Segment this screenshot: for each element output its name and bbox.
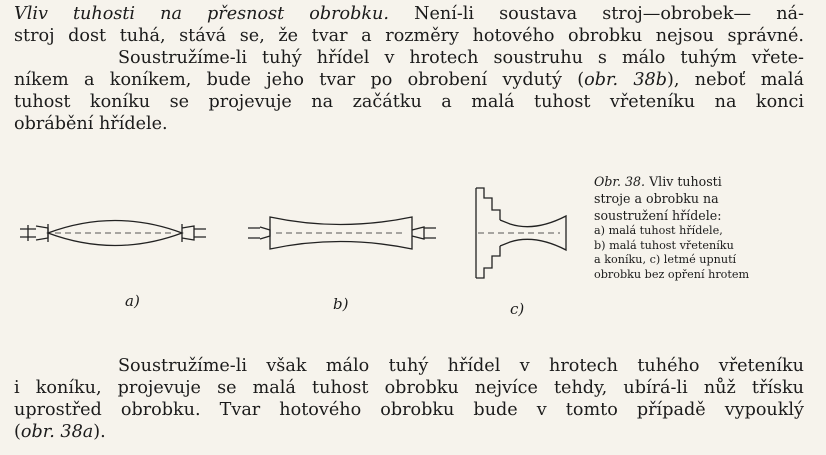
figure-label-c: c) (510, 300, 525, 318)
caption-title-2: stroje a obrobku na (594, 191, 719, 206)
caption-title (594, 173, 794, 190)
caption-item: obrobku bez opření hrotem (594, 267, 750, 281)
section-heading: Vliv tuhosti na přesnost obrobku. (14, 4, 389, 24)
text-line (14, 3, 804, 25)
paragraph-shaft-stiffness (14, 355, 804, 443)
text-line: tuhost koníku se projevuje na začátku a malá tuhost vřeteníku na konci (14, 92, 804, 112)
caption-item: b) malá tuhost vřeteníku (594, 238, 734, 252)
text-span: ), neboť malá (666, 70, 804, 90)
chuck-cantilever-c (476, 188, 566, 278)
text-span: ). (93, 422, 106, 442)
text-span: níkem a koníkem, bude jeho tvar po obrobení vydutý ( (14, 70, 585, 90)
text-span: ( (14, 422, 21, 442)
caption-title-1: Vliv tuhosti (645, 174, 722, 189)
shaft-convex-a (20, 221, 206, 246)
paragraph-stiffness-intro (14, 3, 804, 135)
figure-label-a: a) (125, 292, 140, 310)
figure-caption (594, 173, 794, 282)
text-line: uprostřed obrobku. Tvar hotového obrobku bude v tomto případě vypouklý (14, 400, 804, 420)
text-line: Soustružíme-li však málo tuhý hřídel v hrotech tuhého vřeteníku (118, 356, 804, 376)
caption-item: a) malá tuhost hřídele, (594, 224, 723, 237)
text-span: Není-li soustava stroj—obrobek— ná- (388, 4, 804, 24)
figure-reference: obr. 38a (20, 422, 94, 442)
text-line (14, 69, 804, 91)
figure-reference: obr. 38b (584, 70, 667, 90)
text-line (14, 421, 804, 443)
text-line: stroj dost tuhá, stává se, že tvar a rozměry hotového obrobku nejsou správné. (14, 26, 804, 46)
caption-label: Obr. 38. (594, 174, 646, 189)
figure-label-b: b) (333, 295, 349, 313)
caption-title-3: soustružení hřídele: (594, 208, 722, 223)
shaft-concave-b (248, 217, 436, 249)
text-line: i koníku, projevuje se malá tuhost obrobku nejvíce tehdy, ubírá-li nůž třísku (14, 378, 804, 398)
text-line: Soustružíme-li tuhý hřídel v hrotech soustruhu s málo tuhým vřete- (118, 48, 804, 68)
caption-item: a koníku, c) letmé upnutí (594, 253, 737, 266)
text-line: obrábění hřídele. (14, 114, 168, 134)
